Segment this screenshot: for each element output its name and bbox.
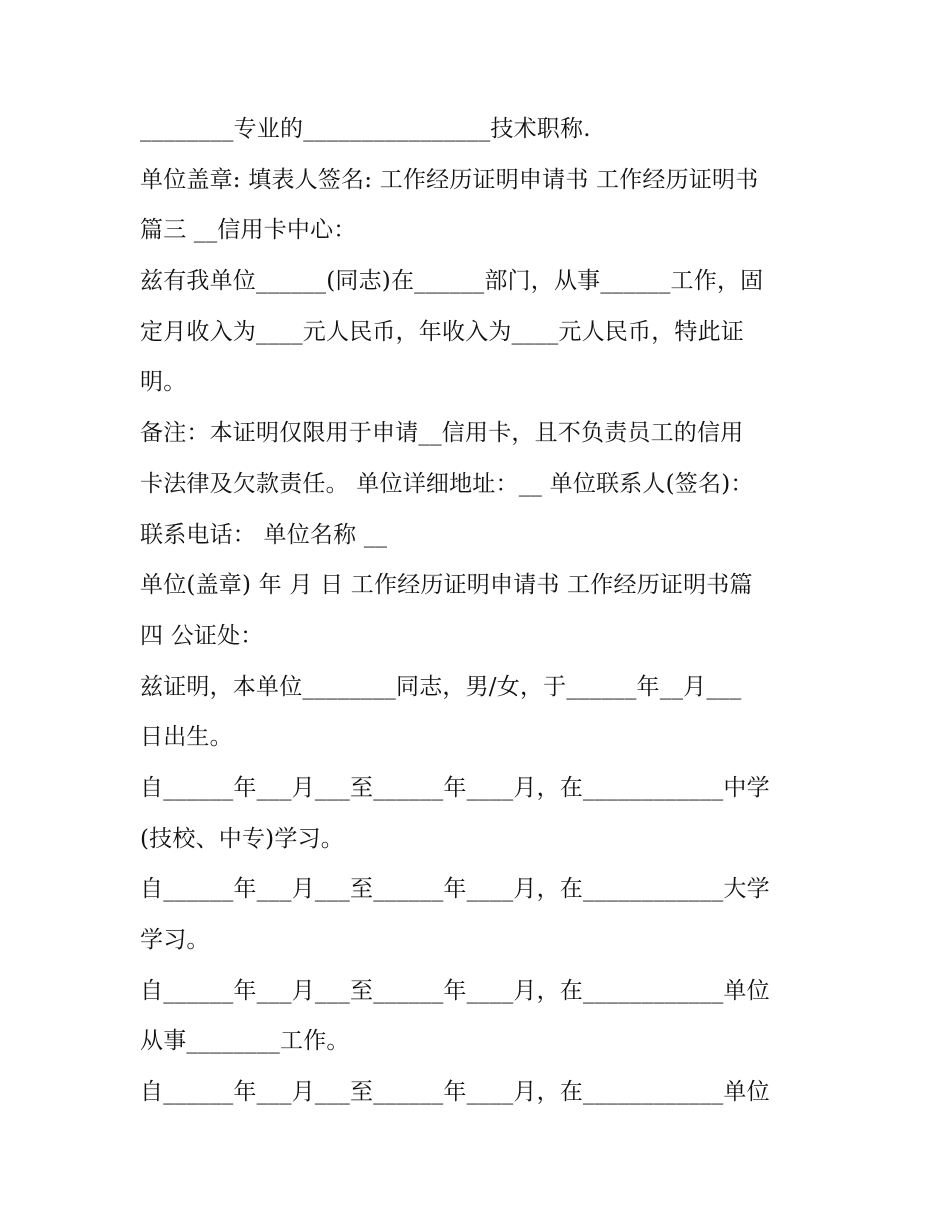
text-line: 明。 <box>140 369 187 396</box>
text-line: 兹证明，本单位________同志，男/女，于______年__月___ <box>140 673 742 700</box>
text-line: ________专业的________________技术职称. <box>140 116 591 142</box>
text-line: 单位盖章: 填表人签名: 工作经历证明申请书 工作经历证明书 <box>140 166 759 193</box>
text-line: 从事________工作。 <box>140 1028 350 1055</box>
text-line: 自______年___月___至______年____月，在____________大学 <box>140 876 770 903</box>
text-line: 定月收入为____元人民币，年收入为____元人民币，特此证 <box>140 318 744 345</box>
document-body <box>140 104 820 1118</box>
text-line: 自______年___月___至______年____月，在____________单位 <box>140 1079 770 1106</box>
text-line: 单位(盖章) 年 月 日 工作经历证明申请书 工作经历证明书篇 <box>140 572 753 599</box>
text-line: 篇三 __信用卡中心： <box>140 217 357 244</box>
text-line: 自______年___月___至______年____月，在____________中学 <box>140 774 770 801</box>
text-line: 卡法律及欠款责任。 单位详细地址：__ 单位联系人(签名)： <box>140 470 754 497</box>
text-line: (技校、中专)学习。 <box>140 825 344 852</box>
text-line: 联系电话： 单位名称 __ <box>140 521 388 548</box>
text-line: 兹有我单位______(同志)在______部门，从事______工作，固 <box>140 268 764 295</box>
text-line: 备注：本证明仅限用于申请__信用卡，且不负责员工的信用 <box>140 420 744 447</box>
text-line: 四 公证处： <box>140 622 264 649</box>
text-line: 自______年___月___至______年____月，在____________单位 <box>140 977 770 1004</box>
text-line: 学习。 <box>140 927 210 953</box>
text-line: 日出生。 <box>140 724 233 751</box>
